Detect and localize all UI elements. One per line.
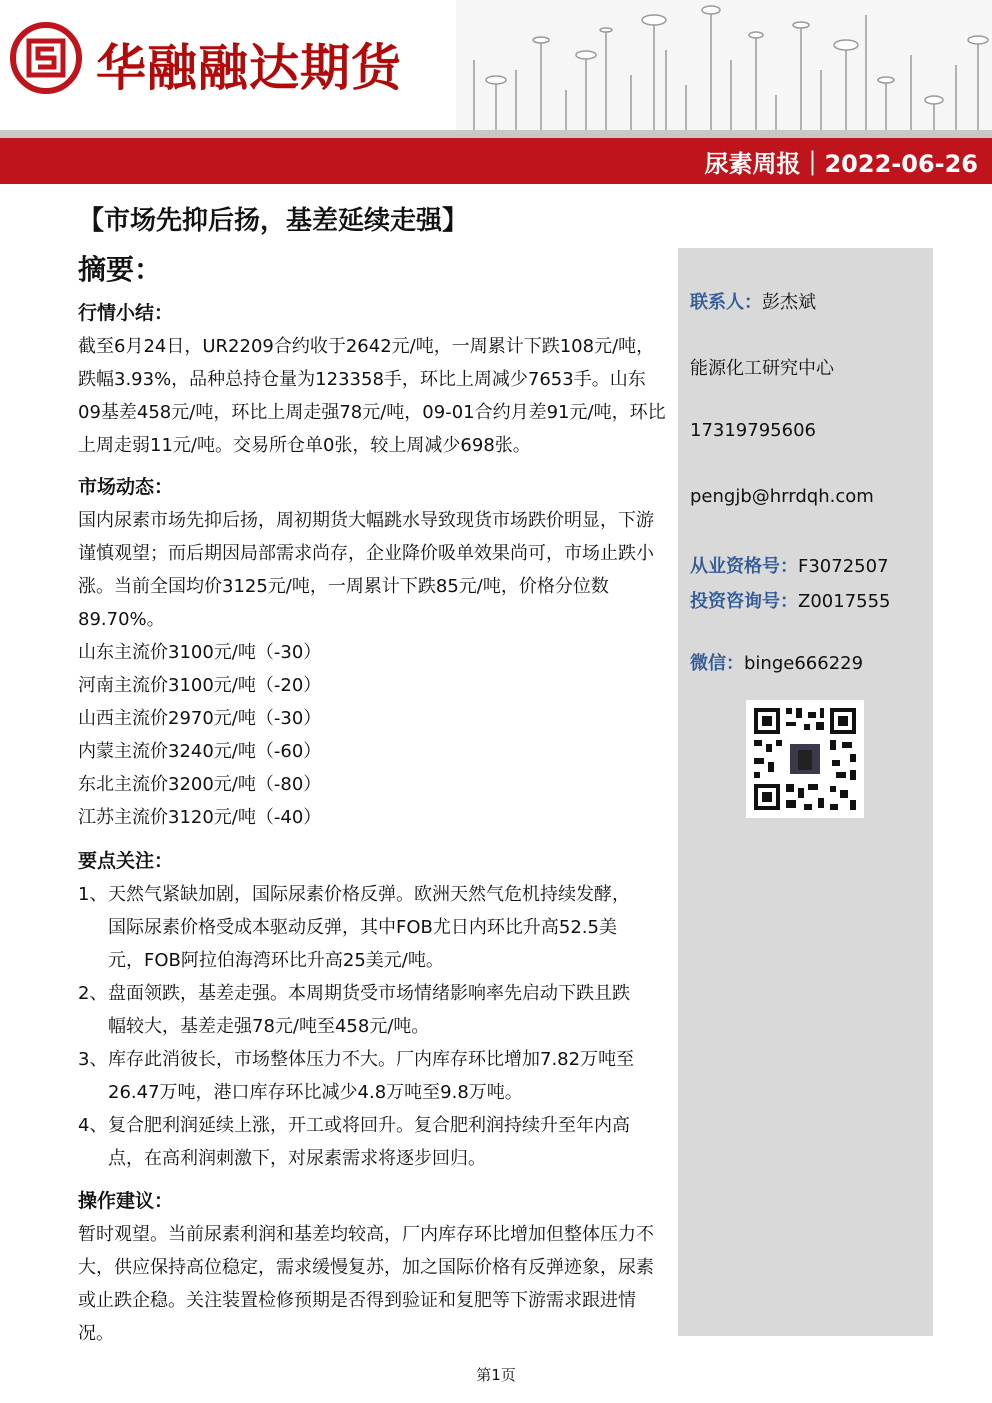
qualification-number: F3072507 xyxy=(798,556,889,577)
item-number: 4、 xyxy=(78,1115,108,1136)
qualification-row xyxy=(690,552,889,578)
market-summary-text: 截至6月24日，UR2209合约收于2642元/吨，一周累计下跌108元/吨，跌幅3.93%，品种总持仓量为123358手，环比上周减少7653手。山东09基差458元/吨，环比上周走强78元/吨，09-01合约月差91元/吨，环比上周走弱11元/吨。交易所仓单0张，较上周减少698张。 xyxy=(78,336,666,456)
wechat-label: 微信： xyxy=(690,653,744,674)
contact-row xyxy=(690,288,816,314)
item-number: 3、 xyxy=(78,1049,108,1070)
market-dynamics-section xyxy=(78,470,668,834)
market-summary-section xyxy=(78,296,668,462)
item-text: 点，在高利润刺激下，对尿素需求将逐步回归。 xyxy=(108,1148,486,1169)
investment-consult-number: Z0017555 xyxy=(798,591,891,612)
key-points-heading: 要点关注： xyxy=(78,850,174,872)
brand-name: 华融融达期货 xyxy=(96,39,402,97)
list-item: 河南主流价3100元/吨（-20） xyxy=(78,675,322,696)
advice-text: 暂时观望。当前尿素利润和基差均较高，厂内库存环比增加但整体压力不大，供应保持高位稳定，需求缓慢复苏，加之国际价格有反弹迹象，尿素或止跌企稳。关注装置检修预期是否得到验证和复肥等下游需求跟进情况。 xyxy=(78,1224,654,1344)
list-item xyxy=(78,1043,668,1109)
wechat-row xyxy=(690,649,863,675)
wechat-id: binge666229 xyxy=(744,653,864,674)
report-title: 【市场先抑后扬，基差延续走强】 xyxy=(78,206,469,236)
contact-label: 联系人： xyxy=(690,292,762,313)
list-item xyxy=(78,977,668,1043)
list-item: 内蒙主流价3240元/吨（-60） xyxy=(78,741,322,762)
header-decoration xyxy=(456,0,992,130)
item-text: 盘面领跌，基差走强。本周期货受市场情绪影响率先启动下跌且跌 xyxy=(108,983,630,1004)
summary-heading: 摘要： xyxy=(78,253,163,286)
item-number: 1、 xyxy=(78,884,108,905)
item-text: 26.47万吨，港口库存环比减少4.8万吨至9.8万吨。 xyxy=(108,1082,523,1103)
key-points-section xyxy=(78,844,668,1175)
contact-name: 彭杰斌 xyxy=(762,292,816,313)
list-item: 东北主流价3200元/吨（-80） xyxy=(78,774,322,795)
item-text: 幅较大，基差走强78元/吨至458元/吨。 xyxy=(108,1016,430,1037)
regional-price-list xyxy=(78,636,668,834)
list-item: 山东主流价3100元/吨（-30） xyxy=(78,642,322,663)
page-number: 第1页 xyxy=(476,1366,516,1384)
investment-consult-label: 投资咨询号： xyxy=(690,591,798,612)
item-text: 元，FOB阿拉伯海湾环比升高25美元/吨。 xyxy=(108,950,444,971)
market-dynamics-text: 国内尿素市场先抑后扬，周初期货大幅跳水导致现货市场跌价明显，下游谨慎观望；而后期因局部需求尚存，企业降价吸单效果尚可，市场止跌小涨。当前全国均价3125元/吨，一周累计下跌85元/吨，价格分位数89.70%。 xyxy=(78,510,654,630)
email-link[interactable]: pengjb@hrrdqh.com xyxy=(690,486,874,507)
department: 能源化工研究中心 xyxy=(690,358,834,379)
item-text: 库存此消彼长，市场整体压力不大。厂内库存环比增加7.82万吨至 xyxy=(108,1049,635,1070)
contact-sidebar xyxy=(678,248,933,1336)
list-item xyxy=(78,1109,668,1175)
list-item: 山西主流价2970元/吨（-30） xyxy=(78,708,322,729)
investment-consult-row xyxy=(690,587,891,613)
list-item: 江苏主流价3120元/吨（-40） xyxy=(78,807,322,828)
item-text: 国际尿素价格受成本驱动反弹，其中FOB尤日内环比升高52.5美 xyxy=(108,917,617,938)
page-header xyxy=(0,0,992,130)
advice-heading: 操作建议： xyxy=(78,1190,174,1212)
qualification-label: 从业资格号： xyxy=(690,556,798,577)
item-text: 天然气紧缺加剧，国际尿素价格反弹。欧洲天然气危机持续发酵， xyxy=(108,884,630,905)
report-tag: 尿素周报｜2022-06-26 xyxy=(704,150,978,178)
list-item xyxy=(78,878,668,977)
company-logo-icon xyxy=(10,22,82,94)
item-number: 2、 xyxy=(78,983,108,1004)
wechat-qr-code-icon xyxy=(746,700,864,818)
item-text: 复合肥利润延续上涨，开工或将回升。复合肥利润持续升至年内高 xyxy=(108,1115,630,1136)
advice-section xyxy=(78,1184,668,1350)
market-dynamics-heading: 市场动态： xyxy=(78,476,174,498)
market-summary-heading: 行情小结： xyxy=(78,302,174,324)
phone-number: 17319795606 xyxy=(690,420,816,441)
header-gray-bar xyxy=(0,130,992,138)
